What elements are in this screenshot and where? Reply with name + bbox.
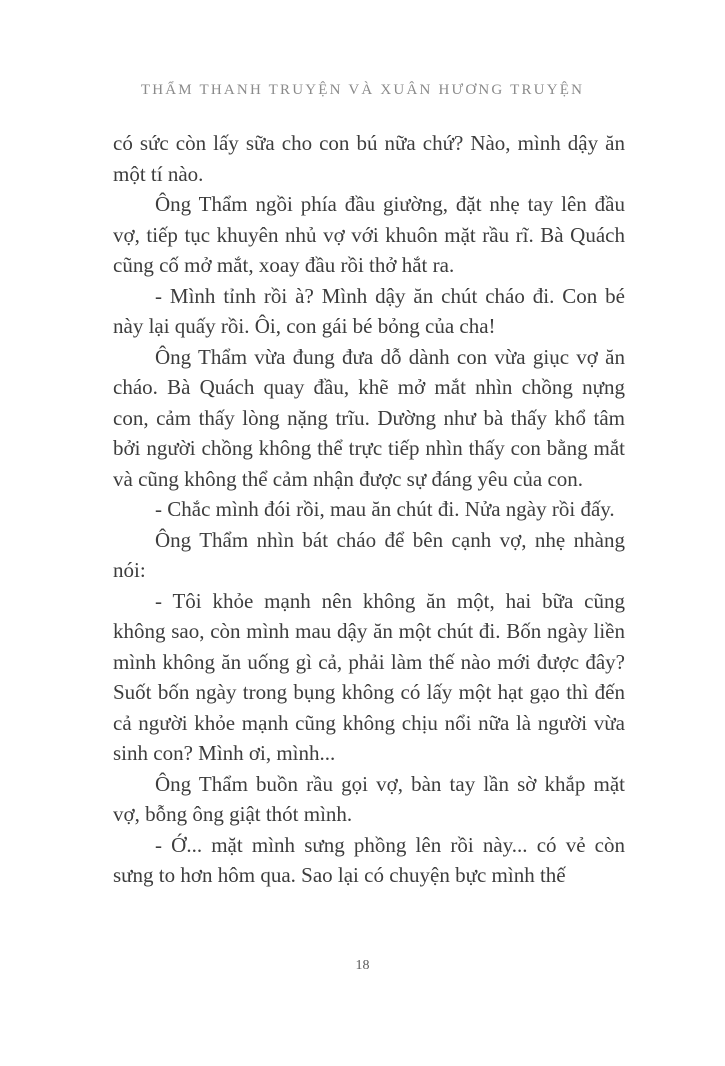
page-body-text <box>113 128 625 891</box>
paragraph: - Chắc mình đói rồi, mau ăn chút đi. Nửa ngày rồi đấy. <box>155 497 615 521</box>
paragraph: - Ớ... mặt mình sưng phồng lên rồi này... có vẻ còn sưng to hơn hôm qua. Sao lại có chuyện bực mình thế <box>113 832 625 887</box>
paragraph: Ông Thẩm vừa đung đưa dỗ dành con vừa giục vợ ăn cháo. Bà Quách quay đầu, khẽ mở mắt nhìn chồng nựng con, cảm thấy lòng nặng trĩu. Dường như bà thấy khổ tâm bởi người chồng không thể trực tiếp nhìn thấy con bằng mắt và cũng không thể cảm nhận được sự đáng yêu của con. <box>113 344 625 491</box>
paragraph: - Tôi khỏe mạnh nên không ăn một, hai bữa cũng không sao, còn mình mau dậy ăn một chút đi. Bốn ngày liền mình không ăn uống gì cả, phải làm thế nào mới được đây? Suốt bốn ngày trong bụng không có lấy một hạt gạo thì đến cả người khỏe mạnh cũng không chịu nổi nữa là người vừa sinh con? Mình ơi, mình... <box>113 588 625 765</box>
paragraph: Ông Thẩm nhìn bát cháo để bên cạnh vợ, nhẹ nhàng nói: <box>113 527 625 582</box>
paragraph: - Mình tỉnh rồi à? Mình dậy ăn chút cháo đi. Con bé này lại quấy rồi. Ôi, con gái bé bỏng của cha! <box>113 283 625 338</box>
paragraph: Ông Thẩm buồn rầu gọi vợ, bàn tay lần sờ khắp mặt vợ, bỗng ông giật thót mình. <box>113 771 625 826</box>
running-header-title: THẨM THANH TRUYỆN VÀ XUÂN HƯƠNG TRUYỆN <box>140 82 585 98</box>
paragraph: Ông Thẩm ngồi phía đầu giường, đặt nhẹ tay lên đầu vợ, tiếp tục khuyên nhủ vợ với khuôn mặt rầu rĩ. Bà Quách cũng cố mở mắt, xoay đầu rồi thở hắt ra. <box>113 192 625 277</box>
paragraph: có sức còn lấy sữa cho con bú nữa chứ? Nào, mình dậy ăn một tí nào. <box>113 131 625 186</box>
page-number: 18 <box>355 958 370 973</box>
